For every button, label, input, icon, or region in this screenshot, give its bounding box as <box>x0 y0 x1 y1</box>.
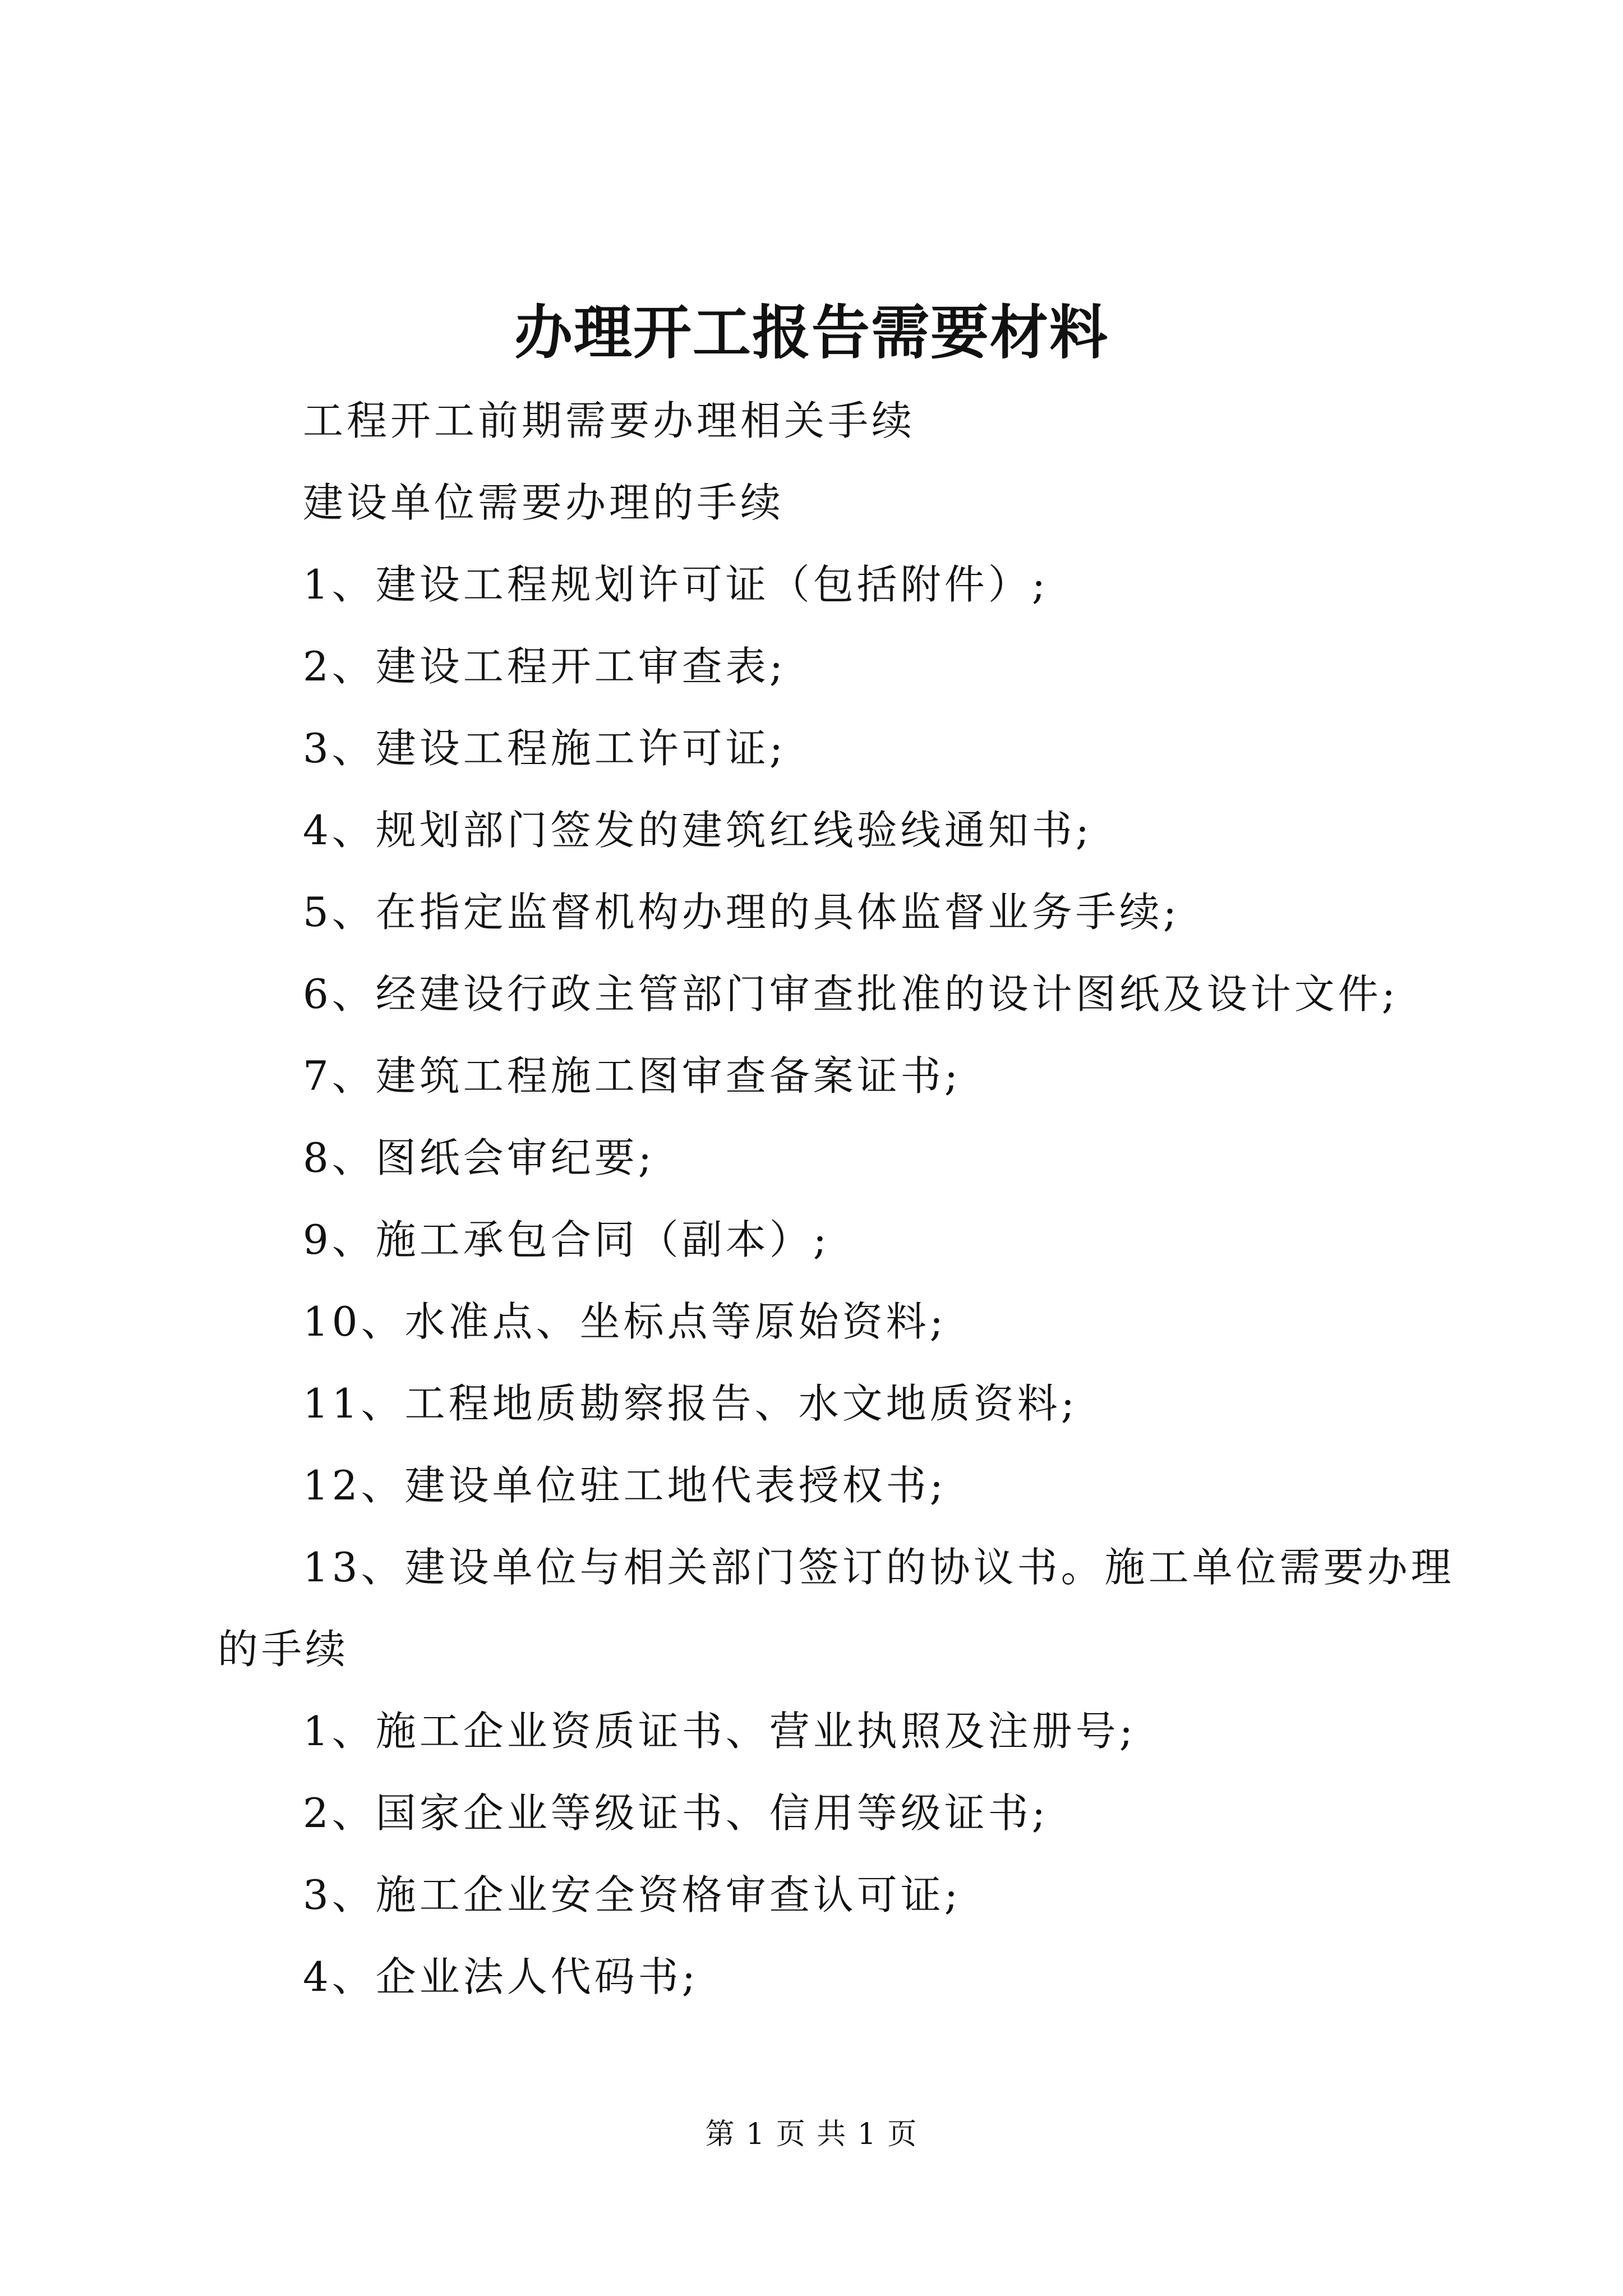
list-item: 12、建设单位驻工地代表授权书; <box>303 1462 947 1509</box>
list-item: 11、工程地质勘察报告、水文地质资料; <box>303 1380 1078 1427</box>
list-item: 4、规划部门签发的建筑红线验线通知书; <box>303 807 1093 854</box>
list-item: 9、施工承包合同（副本）; <box>303 1216 831 1263</box>
list-item: 3、建设工程施工许可证; <box>303 725 787 772</box>
list-item: 13、建设单位与相关部门签订的协议书。施工单位需要办理 <box>303 1544 1455 1591</box>
section-heading-builder: 建设单位需要办理的手续 <box>303 479 785 526</box>
list-item: 3、施工企业安全资格审查认可证; <box>303 1871 962 1918</box>
list-item-continuation: 的手续 <box>218 1626 349 1673</box>
list-item: 8、图纸会审纪要; <box>303 1134 656 1181</box>
list-item: 5、在指定监督机构办理的具体监督业务手续; <box>303 889 1181 936</box>
list-item: 2、国家企业等级证书、信用等级证书; <box>303 1789 1049 1837</box>
list-item: 2、建设工程开工审查表; <box>303 643 787 690</box>
list-item: 10、水准点、坐标点等原始资料; <box>303 1298 947 1345</box>
intro-line: 工程开工前期需要办理相关手续 <box>303 397 916 444</box>
list-item: 1、建设工程规划许可证（包括附件）; <box>303 561 1049 608</box>
list-item: 7、建筑工程施工图审查备案证书; <box>303 1052 962 1099</box>
list-item: 6、经建设行政主管部门审查批准的设计图纸及设计文件; <box>303 970 1399 1018</box>
list-item: 1、施工企业资质证书、营业执照及注册号; <box>303 1708 1137 1755</box>
document-title: 办理开工报告需要材料 <box>514 298 1109 367</box>
list-item: 4、企业法人代码书; <box>303 1953 699 2000</box>
page-number-footer: 第 1 页 共 1 页 <box>705 2118 918 2151</box>
